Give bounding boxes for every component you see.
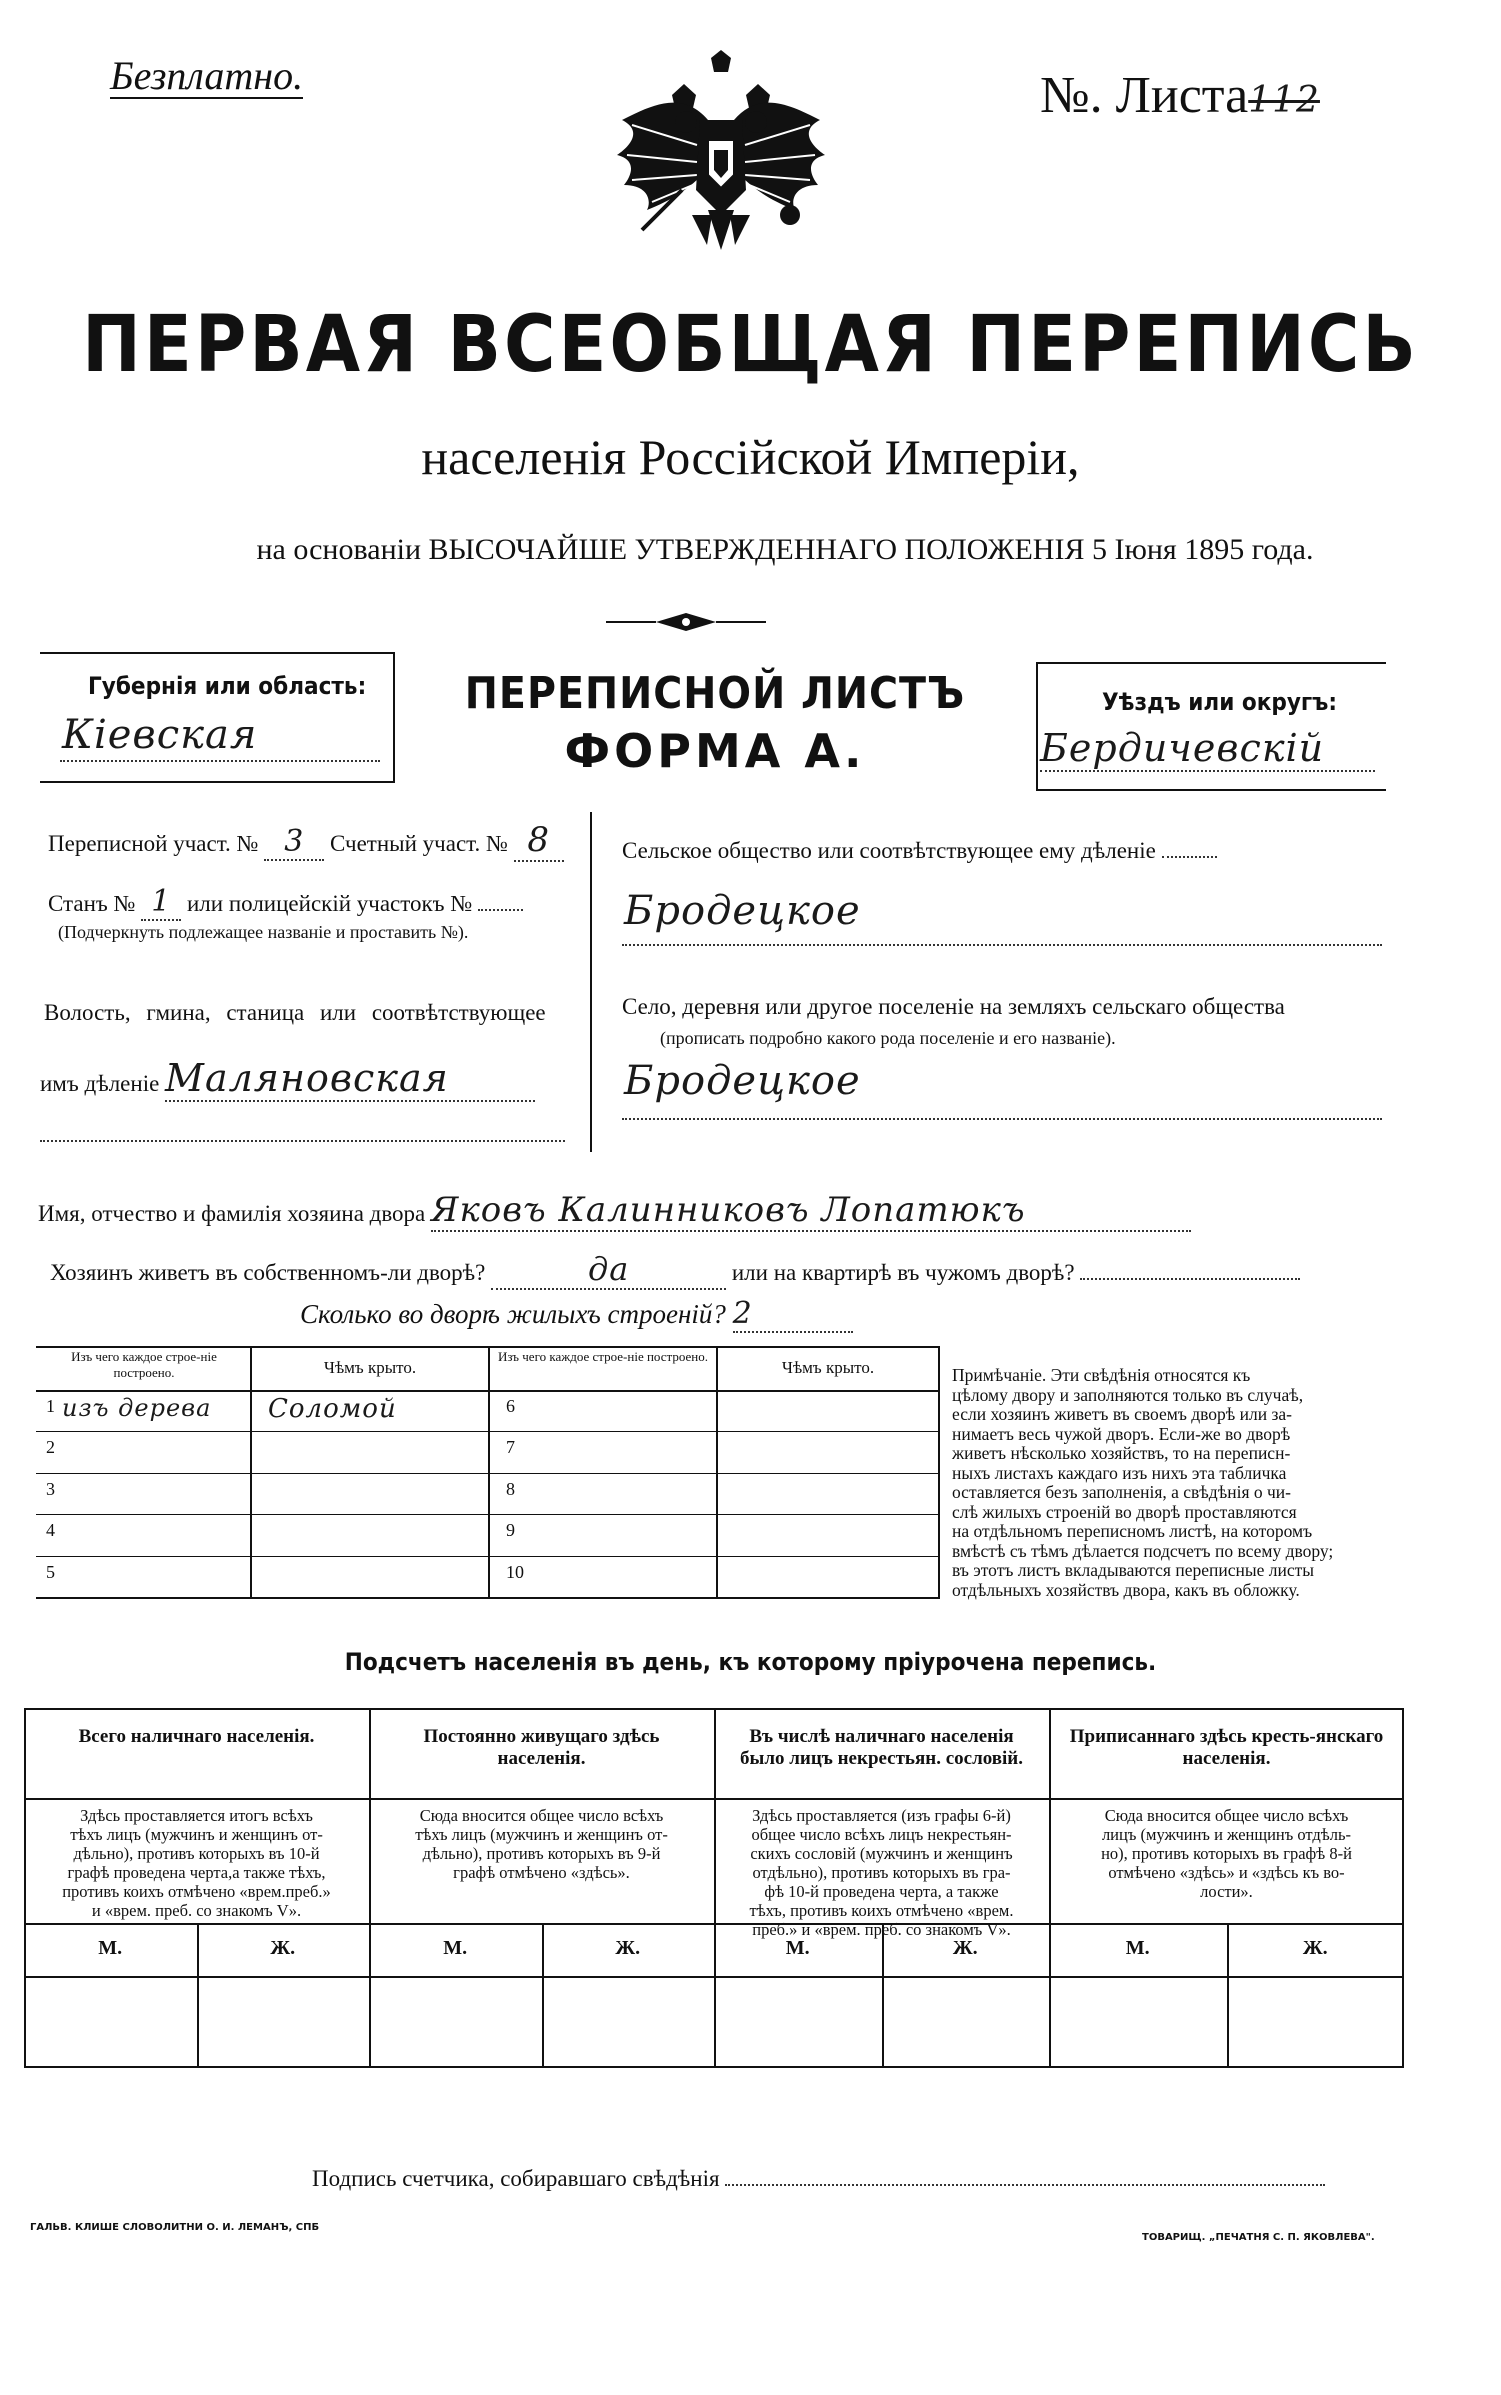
note-line: на отдѣльномъ переписномъ листѣ, на которомъ bbox=[952, 1521, 1313, 1541]
left-row-material: изъ дерева bbox=[62, 1394, 212, 1422]
right-row-number: 6 bbox=[506, 1396, 515, 1416]
population-col-desc-line: дѣльно), противъ которыхъ въ 9-й bbox=[422, 1844, 661, 1863]
buildings-table bbox=[36, 1346, 940, 1598]
gubernia-label: Губернія или область: bbox=[88, 672, 367, 700]
population-col-desc-line: тѣхъ лицъ (мужчинъ и женщинъ от- bbox=[70, 1825, 323, 1844]
population-col-desc-line: преб.» и «врем. преб. со знакомъ V». bbox=[752, 1920, 1011, 1939]
left-row-number: 5 bbox=[46, 1561, 55, 1582]
note-line: отдѣльныхъ хозяйствъ двора, какъ въ обложку. bbox=[952, 1579, 1300, 1600]
society-label: Сельское общество или соотвѣтствующее ему дѣленіе bbox=[622, 838, 1217, 864]
population-col-female: Ж. bbox=[1302, 1937, 1328, 1959]
population-table bbox=[24, 1708, 1404, 2068]
sheet-number bbox=[1040, 66, 1320, 125]
population-col-female: Ж. bbox=[952, 1937, 978, 1959]
note-line: вмѣстѣ съ тѣмъ дѣлается подсчетъ по всему двору; bbox=[952, 1540, 1334, 1561]
population-col-desc-line: отмѣчено «здѣсь» и «здѣсь къ во- bbox=[1108, 1863, 1345, 1882]
population-col-desc-line: отдѣльно), противъ которыхъ въ гра- bbox=[752, 1863, 1011, 1882]
volost-field: имъ дѣленіе Маляновская bbox=[40, 1056, 535, 1102]
population-col-head: Въ числѣ наличнаго населенія было лицъ некрестьян. сословій. bbox=[739, 1726, 1023, 1769]
population-col-head: Приписаннаго здѣсь кресть-янскаго населенія. bbox=[1069, 1726, 1384, 1769]
population-col-desc-line: фѣ 10-й проведена черта, а также bbox=[764, 1882, 999, 1901]
legal-basis: на основаніи ВЫСОЧАЙШЕ УТВЕРЖДЕННАГО ПОЛОЖЕНІЯ 5 Іюня 1895 года. bbox=[256, 533, 1314, 566]
population-col-female: Ж. bbox=[270, 1937, 296, 1959]
left-row-number: 4 bbox=[46, 1520, 55, 1541]
uezd-label: Уѣздъ или округъ: bbox=[1102, 688, 1338, 716]
signature-field: Подпись счетчика, собиравшаго свѣдѣнія bbox=[312, 2166, 1325, 2192]
printer-left: ГАЛЬВ. КЛИШЕ СЛОВОЛИТНИ О. И. ЛЕМАНЪ, СПБ bbox=[30, 2222, 320, 2233]
own-yard-value: да bbox=[491, 1250, 726, 1290]
gubernia-value: Кіевская bbox=[62, 712, 258, 758]
note-line: ныхъ листахъ каждаго изъ нихъ эта табличка bbox=[952, 1462, 1287, 1483]
population-col-desc-line: Сюда вносится общее число всѣхъ bbox=[419, 1806, 664, 1825]
society-value: Бродецкое bbox=[624, 888, 861, 934]
population-col-head: Постоянно живущаго здѣсь населенія. bbox=[423, 1726, 660, 1769]
population-col-desc bbox=[34, 1806, 359, 1920]
population-col-desc bbox=[379, 1806, 704, 1882]
note-line: живетъ нѣсколько хозяйствъ, то на переписн- bbox=[952, 1443, 1291, 1463]
population-col-desc-line: противъ коихъ отмѣчено «врем.преб.» bbox=[62, 1882, 331, 1901]
uezd-value: Бердичевскій bbox=[1040, 726, 1325, 770]
population-title: Подсчетъ населенія въ день, къ которому пріурочена перепись. bbox=[344, 1648, 1157, 1676]
right-row-number: 10 bbox=[506, 1561, 524, 1582]
population-col-desc-line: Здѣсь проставляется итогъ всѣхъ bbox=[80, 1806, 313, 1825]
population-col-desc-line: общее число всѣхъ лицъ некрестьян- bbox=[751, 1825, 1012, 1844]
col-material-header: Изъ чего каждое строе-ніе построено. bbox=[71, 1349, 217, 1380]
double-headed-eagle-emblem-icon bbox=[612, 50, 830, 260]
buildings-count-field: Сколько во дворѣ жилыхъ строеній? 2 bbox=[300, 1296, 853, 1333]
population-col-desc-line: тѣхъ, противъ коихъ отмѣчено «врем. bbox=[749, 1901, 1014, 1920]
printer-right: ТОВАРИЩ. „ПЕЧАТНЯ С. П. ЯКОВЛЕВА". bbox=[1142, 2232, 1375, 2243]
col-material-header-2: Изъ чего каждое строе-ніе построено. bbox=[498, 1349, 708, 1364]
population-col-head: Всего наличнаго населенія. bbox=[78, 1726, 315, 1747]
census-plot-field: Переписной участ. № 3 Счетный участ. № 8 bbox=[48, 820, 564, 862]
population-col-male: М. bbox=[443, 1937, 468, 1959]
right-row-number: 9 bbox=[506, 1520, 515, 1541]
col-roof-header: Чѣмъ крыто. bbox=[323, 1358, 417, 1377]
form-label: ФОРМА А. bbox=[564, 724, 866, 778]
stan-note: (Подчеркнуть подлежащее названіе и проставить №). bbox=[58, 922, 469, 942]
sheet-title: ПЕРЕПИСНОЙ ЛИСТЪ bbox=[464, 668, 966, 719]
note-line: въ этотъ листъ вкладываются переписные листы bbox=[952, 1560, 1315, 1580]
stan-field: Станъ № 1 или полицейскій участокъ № bbox=[48, 884, 523, 921]
note-line: цѣлому двору и заполняются только въ случаѣ, bbox=[952, 1384, 1304, 1405]
village-label: Село, деревня или другое поселеніе на земляхъ сельскаго общества bbox=[622, 994, 1285, 1019]
volost-label: Волость, гмина, станица или соотвѣтствующее bbox=[44, 1000, 546, 1025]
page-title: ПЕРВАЯ ВСЕОБЩАЯ ПЕРЕПИСЬ bbox=[82, 300, 1419, 390]
population-col-desc-line: Здѣсь проставляется (изъ графы 6-й) bbox=[752, 1806, 1011, 1825]
village-value: Бродецкое bbox=[624, 1058, 861, 1104]
population-col-desc-line: графѣ отмѣчено «здѣсь». bbox=[453, 1863, 630, 1882]
population-col-desc-line: и «врем. преб. со знакомъ V». bbox=[91, 1901, 302, 1920]
note-line: нимаетъ весь чужой дворъ. Если-же во дворѣ bbox=[952, 1423, 1291, 1444]
population-col-desc-line: лости». bbox=[1200, 1882, 1253, 1901]
left-row-number: 1 bbox=[46, 1396, 55, 1416]
owner-name-value: Яковъ Калинниковъ Лопатюкъ bbox=[431, 1190, 1191, 1232]
stan-value: 1 bbox=[141, 884, 181, 921]
buildings-count-value: 2 bbox=[733, 1296, 853, 1333]
left-row-number: 3 bbox=[46, 1478, 55, 1499]
right-row-number: 8 bbox=[506, 1478, 515, 1499]
population-col-desc-line: лицъ (мужчинъ и женщинъ отдѣль- bbox=[1101, 1825, 1352, 1844]
population-col-desc-line: дѣльно), противъ которыхъ въ 10-й bbox=[73, 1844, 320, 1863]
population-col-desc bbox=[724, 1806, 1039, 1939]
free-label: Безплатно. bbox=[110, 53, 304, 98]
note-line: слѣ жилыхъ строеній во дворѣ проставляются bbox=[952, 1501, 1297, 1522]
ornament-divider-icon bbox=[606, 610, 766, 634]
sheet-number-label: №. Листа bbox=[1040, 67, 1249, 124]
population-col-male: М. bbox=[1125, 1937, 1150, 1959]
population-col-desc-line: тѣхъ лицъ (мужчинъ и женщинъ от- bbox=[415, 1825, 668, 1844]
volost-value: Маляновская bbox=[165, 1056, 535, 1102]
right-row-number: 7 bbox=[506, 1437, 515, 1458]
counting-plot-value: 8 bbox=[514, 820, 564, 862]
population-col-desc-line: скихъ сословій (мужчинъ и женщинъ bbox=[750, 1844, 1013, 1863]
population-col-desc-line: Сюда вносится общее число всѣхъ bbox=[1104, 1806, 1349, 1825]
population-col-desc-line: графѣ проведена черта,а также тѣхъ, bbox=[67, 1863, 326, 1882]
population-col-desc bbox=[1059, 1806, 1394, 1901]
population-col-male: М. bbox=[785, 1937, 810, 1959]
note-line: Примѣчаніе. Эти свѣдѣнія относятся къ bbox=[952, 1365, 1251, 1385]
page-subtitle: населенія Россійской Имперіи, bbox=[421, 429, 1080, 485]
sheet-number-value: 112 bbox=[1248, 80, 1320, 121]
buildings-note bbox=[952, 1366, 1392, 1600]
village-note: (прописать подробно какого рода поселеніе и его названіе). bbox=[660, 1028, 1116, 1048]
population-col-desc-line: но), противъ которыхъ въ графѣ 8-й bbox=[1101, 1844, 1352, 1863]
note-line: если хозяинъ живетъ въ своемъ дворѣ или за- bbox=[952, 1404, 1293, 1424]
owner-name-field: Имя, отчество и фамилія хозяина двора Яковъ Калинниковъ Лопатюкъ bbox=[38, 1190, 1191, 1232]
population-col-male: М. bbox=[98, 1937, 123, 1959]
population-col-female: Ж. bbox=[615, 1937, 641, 1959]
left-row-roof: Соломой bbox=[268, 1394, 397, 1424]
note-line: оставляется безъ заполненія, а свѣдѣнія о чи- bbox=[952, 1482, 1291, 1502]
left-row-number: 2 bbox=[46, 1437, 55, 1458]
col-roof-header-2: Чѣмъ крыто. bbox=[781, 1358, 875, 1377]
own-yard-field: Хозяинъ живетъ въ собственномъ-ли дворѣ? да или на квартирѣ въ чужомъ дворѣ? bbox=[50, 1250, 1300, 1290]
census-plot-value: 3 bbox=[264, 824, 324, 861]
